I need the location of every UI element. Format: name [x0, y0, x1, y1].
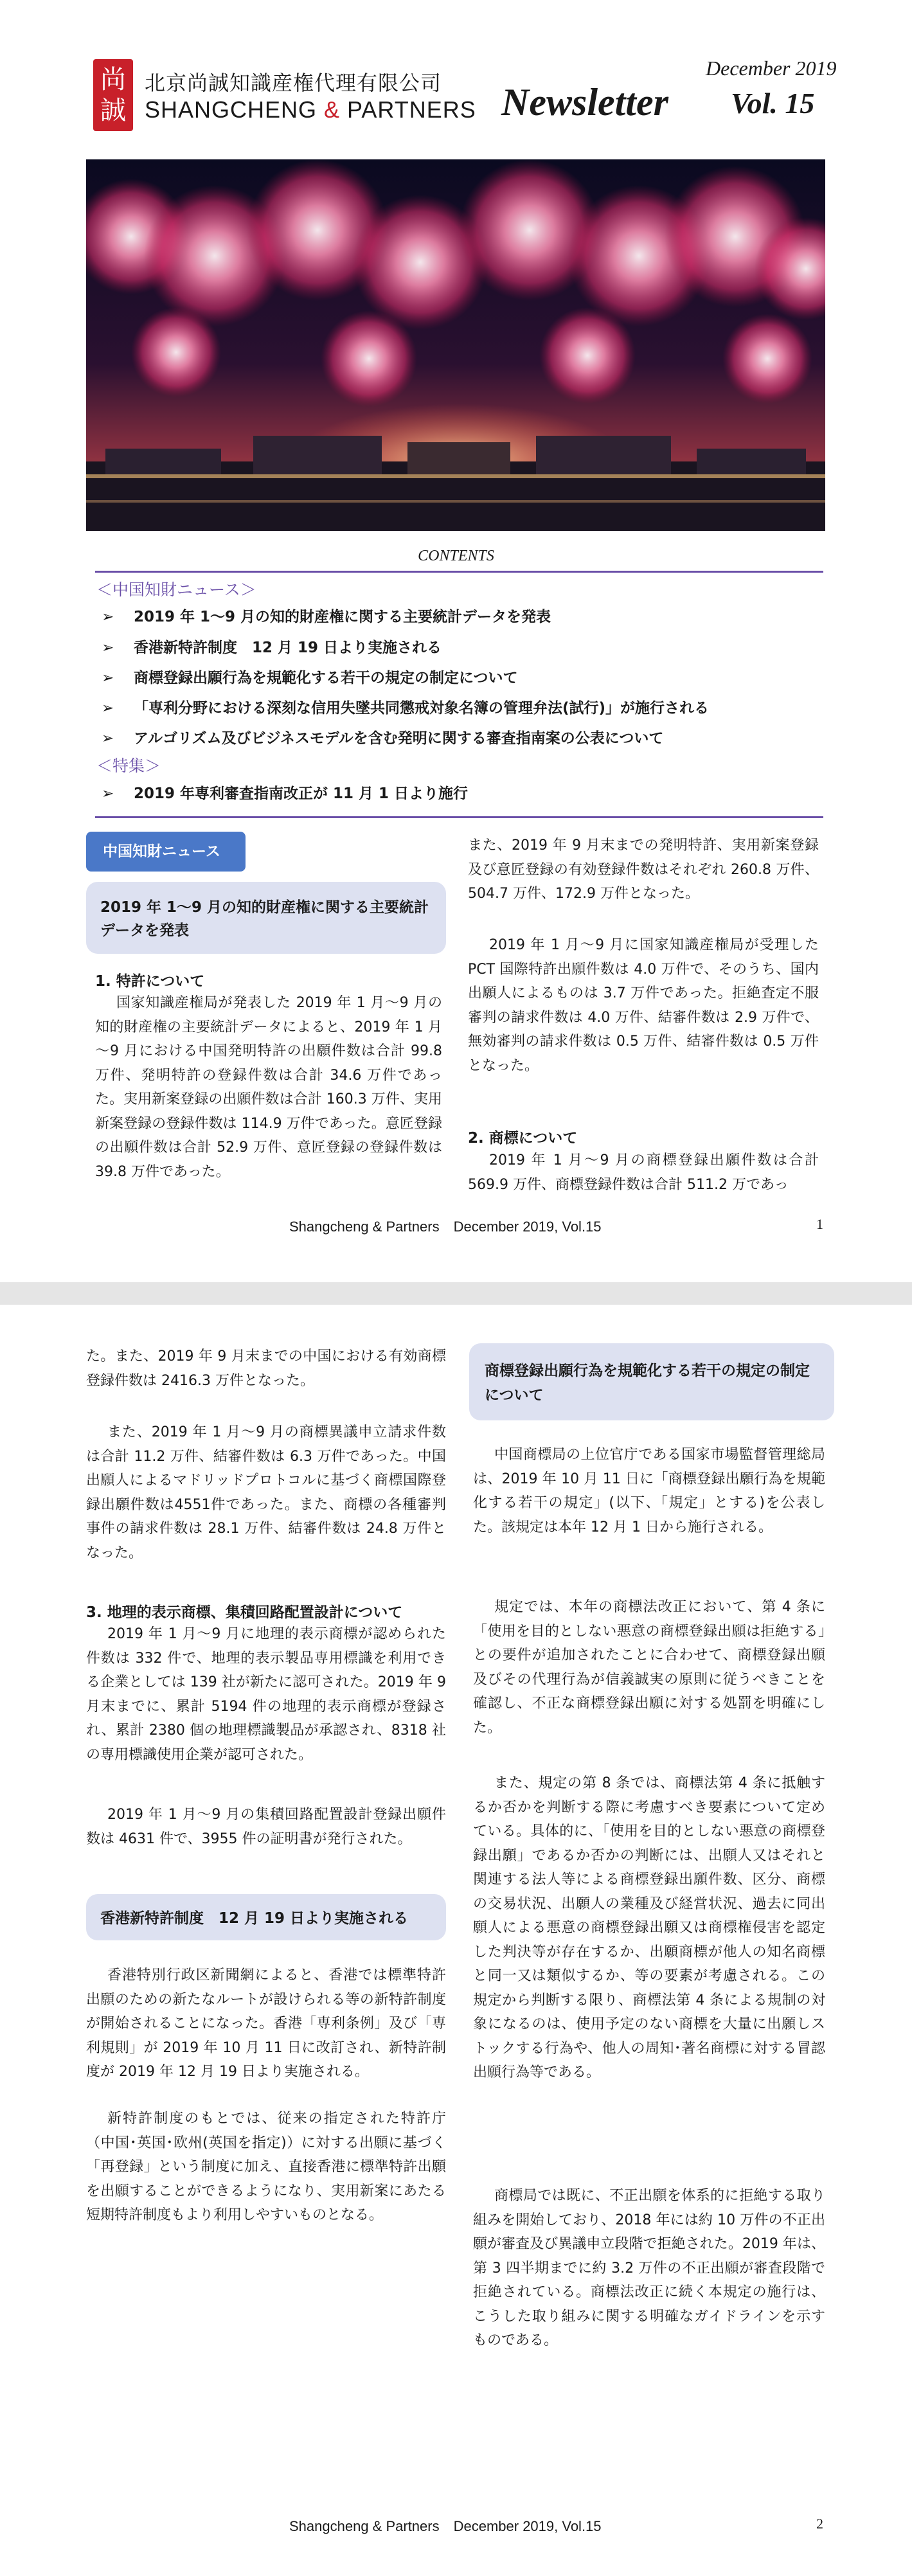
- contents-bottom-rule: [95, 816, 823, 818]
- paragraph-regulation-article8: また、規定の第 8 条では、商標法第 4 条に抵触するか否かを判断する際に考慮すべき要素について定めている。具体的に、「使用を目的としない悪意の商標登録出願」であるか否かの判断には、出願人又はそれと関連する法人等による商標登録出願件数、区分、商標の交易状況、出願人の業種及び経営状況、過去に同出願人による悪意の商標登録出願又は商標権侵害を認定した判決等が存在するか、出願商標が他人の知名商標と同一又は類似するか、等の要素が考慮される。この規定から判断する限り、商標法第 4 条による規制の対象になるのは、使用予定のない商標を大量に出願しストックする行為や、他人の周知･著名商標に対する冒認出願行為等である。: [473, 1775, 825, 2080]
- company-name-cn: 北京尚誠知識産権代理有限公司: [145, 71, 442, 95]
- article-title-trademark: 商標登録出願行為を規範化する若干の規定の制定について: [485, 1363, 810, 1404]
- company-name-en-amp: &: [324, 96, 341, 123]
- fireworks-photo: [86, 159, 825, 531]
- article-title-box-trademark: [469, 1343, 834, 1420]
- company-name-en-left: SHANGCHENG: [145, 96, 325, 123]
- page-footer: Shangcheng & Partners December 2019, Vol.15: [289, 2518, 602, 2534]
- paragraph-trademark: 2019 年 1 月～9 月の商標登録出願件数は合計 569.9 万件、商標登録件数は合計 511.2 万であっ: [468, 1152, 819, 1193]
- toc-item-label: 「専利分野における深刻な信用失墜共同懲戒対象名簿の管理弁法(試行)」が施行される: [134, 700, 710, 717]
- section-heading-trademark: 2. 商標について: [468, 1130, 578, 1147]
- contents-top-rule: [95, 571, 823, 573]
- contents-label: CONTENTS: [418, 548, 494, 564]
- toc-item-label: 香港新特許制度 12 月 19 日より実施される: [134, 640, 442, 656]
- toc-item-credit-list[interactable]: [102, 699, 709, 718]
- arrow-icon: ➢: [102, 670, 114, 686]
- newsletter-page-1: [0, 0, 912, 1282]
- page-number: 1: [816, 1216, 823, 1232]
- paragraph-opposition: また、2019 年 1 月～9 月の商標異議申立請求件数は合計 11.2 万件、結審件数は 6.3 万件であった。中国出願人によるマドリッドプロトコルに基づく商標国際登録出願件数は4551件であった。また、商標の各種審判事件の請求件数は 28.1 万件、結審件数は 24.8 万件となった。: [86, 1424, 446, 1561]
- article-title-box-hongkong: [86, 1894, 446, 1940]
- page-number: 2: [816, 2516, 823, 2532]
- toc-item-label: 2019 年専利審査指南改正が 11 月 1 日より施行: [134, 785, 469, 802]
- paragraph-trademark-continued: た。また、2019 年 9 月末までの中国における有効商標登録件数は 2416.3 万件となった。: [86, 1348, 446, 1389]
- arrow-icon: ➢: [102, 640, 114, 656]
- paragraph-hongkong-intro: 香港特別行政区新聞網によると、香港では標準特許出願のための新たなルートが設けられる等の新特許制度が開始されることになった。香港「専利条例」及び「専利規則」が 2019 年 10 月 11 日に改訂され、新特許制度が 2019 年 12 月 19 日より実施される。: [86, 1967, 446, 2080]
- toc-item-hongkong-patent[interactable]: [102, 638, 442, 657]
- company-name-en-right: PARTNERS: [340, 96, 476, 123]
- arrow-icon: ➢: [102, 730, 114, 747]
- article-title-box: [86, 882, 446, 954]
- issue-volume: Vol. 15: [731, 87, 815, 120]
- paragraph-geographic: 2019 年 1 月～9 月に地理的表示商標が認められた件数は 332 件で、地理的表示製品専用標識を利用できる企業としては 139 社が新たに認可された。2019 年 9 月末までに、累計 5194 件の地理的表示商標が登録され、累計 2380 個の地理標識製品が承認され、8318 社の専用標識使用企業が認可された。: [86, 1626, 446, 1763]
- paragraph-circuit-layout: 2019 年 1 月～9 月の集積回路配置設計登録出願件数は 4631 件で、3955 件の証明書が発行された。: [86, 1807, 446, 1847]
- toc-group-feature: ＜特集＞: [96, 756, 161, 775]
- newsletter-page-2: [0, 1305, 912, 2576]
- paragraph-patent: 国家知識産権局が発表した 2019 年 1 月～9 月の知的財産権の主要統計データによると、2019 年 1 月～9 月における中国発明特許の出願件数は合計 99.8 万件、発明特許の登録件数は合計 34.6 万件であった。実用新案登録の出願件数は合計 160.3 万件、実用新案登録の登録件数は 114.9 万件であった。意匠登録の出願件数は合計 52.9 万件、意匠登録の登録件数は 39.8 万件であった。: [95, 995, 442, 1180]
- section-heading-patent: 1. 特許について: [95, 973, 205, 990]
- toc-item-label: 商標登録出願行為を規範化する若干の規定の制定について: [134, 670, 518, 686]
- toc-group-china-news: ＜中国知財ニュース＞: [96, 580, 256, 599]
- paragraph-valid-registrations: また、2019 年 9 月末までの発明特許、実用新案登録及び意匠登録の有効登録件数はそれぞれ 260.8 万件、504.7 万件、172.9 万件となった。: [468, 837, 819, 902]
- company-name-en: [145, 96, 476, 123]
- article-title: 2019 年 1～9 月の知的財産権に関する主要統計データを発表: [100, 899, 429, 939]
- section-heading-geographic: 3. 地理的表示商標、集積回路配置設計について: [86, 1604, 403, 1621]
- paragraph-hongkong-system: 新特許制度のもとでは、従来の指定された特許庁（中国･英国･欧州(英国を指定)）に対する出願に基づく「再登録」という制度に加え、直接香港に標準特許出願を出願することができるようになり、実用新案にあたる短期特許制度もより利用しやすいものとなる。: [86, 2111, 446, 2223]
- category-tab: 中国知財ニュース: [86, 832, 246, 872]
- toc-item-label: アルゴリズム及びビジネスモデルを含む発明に関する審査指南案の公表について: [134, 730, 664, 747]
- seal-char-1: 尚: [100, 65, 126, 94]
- article-title-hongkong: 香港新特許制度 12 月 19 日より実施される: [100, 1910, 409, 1927]
- page-footer: Shangcheng & Partners December 2019, Vol.15: [289, 1219, 602, 1235]
- toc-item-algorithm-guideline[interactable]: [102, 729, 663, 748]
- company-seal-logo: [93, 59, 133, 131]
- seal-char-2: 誠: [100, 96, 126, 125]
- paragraph-enforcement: 商標局では既に、不正出願を体系的に拒絶する取り組みを開始しており、2018 年には約 10 万件の不正出願が審査及び異議申立段階で拒絶された。2019 年は、第 3 四半期までに約 3.2 万件の不正出願が審査段階で拒絶されている。商標法改正に続く本規定の施行は、こうした取り組みに関する明確なガイドラインを示すものである。: [473, 2188, 825, 2348]
- newsletter-title: Newsletter: [501, 81, 668, 123]
- arrow-icon: ➢: [102, 700, 114, 717]
- paragraph-regulation-intro: 中国商標局の上位官庁である国家市場監督管理総局は、2019 年 10 月 11 日に「商標登録出願行為を規範化する若干の規定」(以下、「規定」とする)を公表した。該規定は本年 12 月 1 日から施行される。: [473, 1447, 825, 1535]
- issue-date: December 2019: [706, 57, 837, 80]
- arrow-icon: ➢: [102, 609, 114, 625]
- paragraph-regulation-article4: 規定では、本年の商標法改正において、第 4 条に「使用を目的としない悪意の商標登録出願は拒絶する」との要件が追加されたことに合わせて、商標登録出願及びその代理行為が信義誠実の原則に従うべきことを確認し、不正な商標登録出願に対する処罰を明確にした。: [473, 1599, 825, 1736]
- toc-item-trademark-rules[interactable]: [102, 668, 518, 688]
- toc-item-statistics[interactable]: [102, 607, 551, 627]
- arrow-icon: ➢: [102, 785, 114, 802]
- paragraph-pct: 2019 年 1 月～9 月に国家知識産権局が受理した PCT 国際特許出願件数は 4.0 万件で、そのうち、国内出願人によるものは 3.7 万件であった。拒絶査定不服審判の請求件数は 4.0 万件、結審件数は 2.9 万件で、無効審判の請求件数は 0.5 万件、結審件数は 0.5 万件となった。: [468, 937, 819, 1074]
- toc-item-label: 2019 年 1～9 月の知的財産権に関する主要統計データを発表: [134, 609, 551, 625]
- toc-item-examination-guideline[interactable]: [102, 784, 468, 803]
